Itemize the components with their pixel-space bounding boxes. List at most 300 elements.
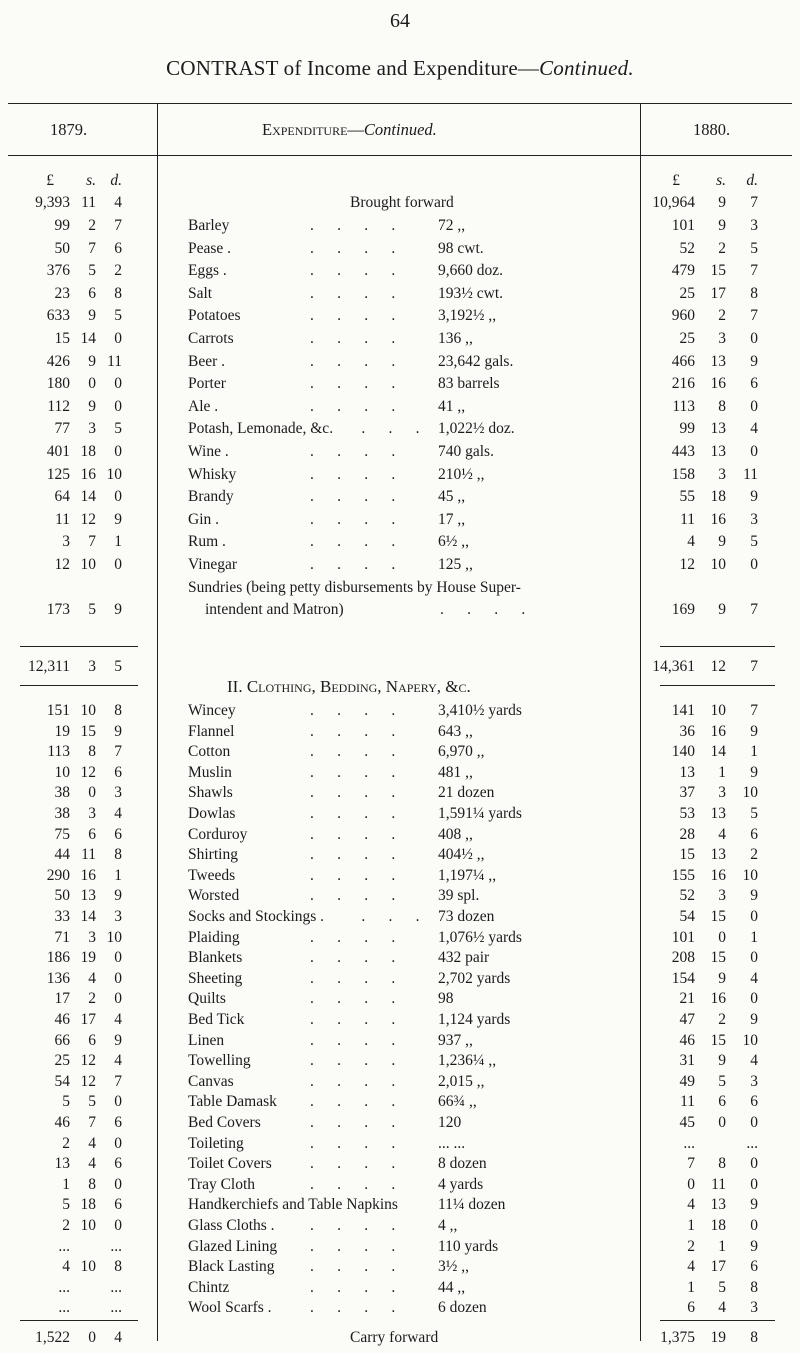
brought-forward-label: Brought forward (350, 194, 454, 211)
amount-pounds-1879: 125 (46, 465, 70, 483)
amount-shillings-1879: 14 (80, 330, 96, 347)
item-name: Whisky (188, 465, 237, 483)
leader-dots: . . . . (310, 1052, 396, 1070)
item-quantity: 3,192½ ,, (438, 307, 497, 325)
amount-pence-1880: 5 (750, 533, 758, 551)
item-name: Toileting (188, 1134, 244, 1152)
section-heading-row (0, 676, 800, 698)
amount-pounds-1879: 46 (54, 1114, 70, 1131)
amount-pence-1880: 11 (743, 465, 758, 483)
item-quantity: 4 yards (438, 1175, 484, 1193)
item-quantity: 6,970 ,, (438, 743, 485, 761)
amount-pounds-1879: 44 (54, 846, 70, 864)
amount-pence-1880: 7 (750, 194, 758, 211)
amount-pounds-1879: 2 (62, 1134, 70, 1152)
table-row (0, 554, 800, 576)
item-name: Socks and Stockings . (188, 908, 325, 925)
amount-pounds-1879: 376 (46, 262, 70, 280)
item-quantity: 1,022½ doz. (438, 420, 515, 438)
amount-pence-1880: 0 (750, 1175, 758, 1193)
amount-pounds-1879: ... (58, 1278, 70, 1296)
amount-pounds-1880: 155 (671, 866, 695, 884)
item-name: Toilet Covers (188, 1155, 272, 1173)
amount-pence-1880: 9 (750, 722, 758, 740)
amount-pounds-1880: 4 (687, 1196, 695, 1214)
table-row (0, 509, 800, 531)
total-shillings-1879: 3 (88, 658, 96, 675)
amount-shillings-1880: 3 (718, 330, 726, 347)
amount-pence-1879: 6 (114, 1114, 122, 1131)
leader-dots: . . . . (310, 307, 396, 325)
leader-dots: . . . . (310, 990, 396, 1008)
item-name: Corduroy (188, 825, 248, 843)
amount-pounds-1879: 180 (46, 375, 70, 393)
amount-pounds-1880: 1 (687, 1217, 695, 1234)
amount-shillings-1879: 12 (80, 510, 96, 528)
amount-shillings-1880: 15 (710, 1031, 726, 1049)
item-name: Muslin (188, 763, 232, 781)
leader-dots: . . . . (310, 262, 396, 280)
amount-pounds-1880: 960 (671, 307, 695, 325)
item-quantity: 193½ cwt. (438, 284, 504, 302)
item-quantity: 21 dozen (438, 784, 495, 802)
item-quantity: 1,197¼ ,, (438, 866, 497, 884)
total-shillings-1880: 12 (710, 658, 726, 675)
amount-pounds-1879: 12 (54, 556, 70, 573)
amount-pounds-1879: 136 (46, 969, 70, 987)
table-row (0, 1194, 800, 1216)
amount-pence-1880: 1 (750, 928, 758, 946)
table-row (0, 885, 800, 907)
amount-pounds-1879: 38 (54, 805, 70, 822)
leader-dots: . . . . (310, 556, 396, 573)
amount-shillings-1880: 3 (718, 465, 726, 483)
amount-pence-1879: ... (110, 1299, 122, 1317)
amount-pence-1879: 0 (114, 990, 122, 1008)
amount-pence-1879: 6 (114, 1155, 122, 1173)
unit-shilling-left: s. (86, 172, 96, 189)
amount-pounds-1880: 46 (679, 1031, 695, 1049)
amount-pence-1879: 3 (114, 908, 122, 925)
amount-pence-1879: 9 (114, 887, 122, 905)
amount-shillings-1880: 2 (718, 1011, 726, 1028)
item-name: Shawls (188, 784, 233, 802)
item-name: Tray Cloth (188, 1175, 256, 1193)
amount-pence-1879: 6 (114, 825, 122, 843)
item-quantity: 66¾ ,, (438, 1093, 477, 1111)
amount-pence-1879: 0 (114, 1093, 122, 1111)
amount-pounds-1880: 101 (671, 928, 695, 946)
amount-shillings-1879: 4 (88, 1134, 96, 1152)
table-row (0, 1112, 800, 1134)
table-row (0, 418, 800, 440)
amount-shillings-1880: 5 (718, 1072, 726, 1090)
item-quantity: 643 ,, (438, 722, 473, 740)
amount-shillings-1879: 5 (88, 601, 96, 618)
table-row (0, 1256, 800, 1278)
amount-shillings-1879: 9 (88, 352, 96, 370)
amount-pence-1879: 3 (114, 784, 122, 802)
amount-pounds-1879: 5 (62, 1093, 70, 1111)
amount-pounds-1879: 33 (54, 908, 70, 925)
amount-pence-1879: ... (110, 1278, 122, 1296)
amount-pounds-1879: 50 (54, 887, 70, 905)
amount-pence-1879: 0 (114, 330, 122, 347)
table-row (0, 824, 800, 846)
amount-pounds-1880: 208 (671, 949, 695, 967)
item-quantity: 8 dozen (438, 1155, 487, 1173)
amount-shillings-1880: 13 (710, 805, 726, 822)
amount-pounds-1880: 141 (671, 702, 695, 719)
amount-pounds-1880: 55 (679, 488, 695, 506)
carry-pounds-1879: 1,522 (35, 1329, 70, 1346)
amount-pounds-1880: 4 (687, 533, 695, 551)
section-2-heading: II. Clothing, Bedding, Napery, &c. (227, 677, 471, 696)
leader-dots: . . . . (310, 510, 396, 528)
leader-dots: . . . . (310, 866, 396, 884)
amount-shillings-1879: 17 (80, 1011, 96, 1028)
amount-pence-1879: 10 (106, 928, 122, 946)
item-name: Rum . (188, 533, 226, 551)
sundries-line-2: intendent and Matron) (205, 601, 344, 618)
amount-pounds-1880: 15 (679, 846, 695, 864)
right-total-top-rule (660, 646, 775, 647)
amount-shillings-1879: 12 (80, 1052, 96, 1070)
amount-pence-1880: 9 (750, 763, 758, 781)
amount-pounds-1879: 426 (46, 352, 70, 370)
item-quantity: 45 ,, (438, 488, 466, 506)
amount-pounds-1880: 0 (687, 1175, 695, 1193)
amount-shillings-1880: 4 (718, 825, 726, 843)
item-quantity: ... ... (438, 1134, 466, 1152)
amount-pounds-1879: 54 (54, 1072, 70, 1090)
total-pounds-1879: 12,311 (27, 658, 70, 675)
leader-dots: . . . . (310, 443, 396, 460)
leader-dots: . . . . (310, 1093, 396, 1111)
amount-pounds-1880: 54 (679, 908, 695, 925)
amount-pence-1880: 0 (750, 908, 758, 925)
item-name: Beer . (188, 352, 226, 370)
table-row (0, 283, 800, 305)
item-quantity: 41 ,, (438, 397, 466, 415)
page-number: 64 (390, 10, 410, 32)
item-quantity: 17 ,, (438, 510, 466, 528)
item-name: Ale . (188, 397, 219, 415)
amount-pounds-1880: 154 (671, 969, 695, 987)
item-name: Potatoes (188, 307, 241, 325)
amount-pounds-1879: 113 (47, 743, 70, 761)
amount-pence-1880: 0 (750, 990, 758, 1008)
amount-shillings-1880: 9 (718, 601, 726, 618)
unit-pence-left: d. (110, 172, 122, 189)
header-expenditure: Expenditure—Continued. (262, 120, 437, 139)
amount-pounds-1880: 11 (680, 510, 695, 528)
item-name: Linen (188, 1031, 225, 1049)
item-quantity: 210½ ,, (438, 465, 485, 483)
header-1880: 1880. (693, 120, 731, 139)
table-row (0, 305, 800, 327)
amount-shillings-1879: 8 (88, 1175, 96, 1193)
table-row (0, 1153, 800, 1175)
item-name: Shirting (188, 846, 238, 864)
amount-shillings-1880: 15 (710, 262, 726, 280)
amount-pounds-1879: 401 (46, 443, 70, 460)
leader-dots: . . . . (310, 239, 396, 257)
amount-shillings-1880: 16 (710, 722, 726, 740)
table-row (0, 782, 800, 804)
table-row (0, 396, 800, 418)
leader-dots: . . . . (310, 1217, 396, 1234)
item-quantity: 2,702 yards (438, 969, 511, 987)
item-name: Vinegar (188, 556, 237, 573)
total-pence-1879: 5 (114, 658, 122, 675)
amount-pence-1880: 8 (750, 1278, 758, 1296)
amount-pence-1879: 5 (114, 307, 122, 325)
amount-shillings-1879: 15 (80, 722, 96, 740)
item-quantity: 72 ,, (438, 217, 466, 234)
total-pence-1880: 7 (750, 658, 758, 675)
sundries-row-2 (0, 599, 800, 621)
amount-pence-1880: 9 (750, 1237, 758, 1255)
leader-dots: . . . . (310, 743, 396, 761)
amount-pounds-1879: 77 (54, 420, 70, 438)
amount-pence-1879: 0 (114, 375, 122, 393)
item-name: Canvas (188, 1072, 234, 1090)
amount-shillings-1879: 10 (80, 702, 96, 719)
amount-pounds-1879: 64 (54, 488, 70, 506)
amount-shillings-1880: 13 (710, 352, 726, 370)
item-quantity: 73 dozen (438, 908, 495, 925)
amount-pence-1880: 3 (750, 510, 758, 528)
leader-dots: . . . . (310, 397, 396, 415)
amount-shillings-1879: 10 (80, 1258, 96, 1276)
table-row (0, 328, 800, 350)
leader-dots: . . . . (310, 784, 396, 802)
amount-pounds-1880: 216 (671, 375, 695, 393)
units-row (0, 170, 800, 192)
amount-pounds-1880: 4 (687, 1258, 695, 1276)
amount-pounds-1879: 9,393 (35, 194, 70, 211)
amount-shillings-1880: 13 (710, 420, 726, 438)
table-row (0, 803, 800, 825)
leader-dots: . . . . (310, 702, 396, 719)
amount-pence-1879: ... (110, 1237, 122, 1255)
table-row (0, 486, 800, 508)
amount-pence-1879: 8 (114, 284, 122, 302)
table-row (0, 1071, 800, 1093)
amount-shillings-1879: 0 (88, 375, 96, 393)
table-row (0, 531, 800, 553)
table-row (0, 741, 800, 763)
amount-pounds-1880: 28 (679, 825, 695, 843)
amount-shillings-1879: 3 (88, 805, 96, 822)
amount-pounds-1879: 4 (62, 1258, 70, 1276)
item-name: Worsted (188, 887, 240, 905)
amount-pounds-1880: 36 (679, 722, 695, 740)
item-name: Wincey (188, 702, 236, 719)
item-name: Sheeting (188, 969, 243, 987)
leader-dots: . . . . (310, 1258, 396, 1276)
title-continued: Continued. (539, 56, 634, 80)
carry-forward-label: Carry forward (350, 1329, 439, 1346)
amount-shillings-1879: 14 (80, 488, 96, 506)
amount-pence-1880: 0 (750, 330, 758, 347)
amount-shillings-1880: 0 (718, 928, 726, 946)
amount-pence-1879: 10 (106, 465, 122, 483)
item-quantity: 120 (438, 1114, 462, 1131)
item-quantity: 110 yards (438, 1237, 499, 1255)
table-row (0, 464, 800, 486)
amount-shillings-1880: 0 (718, 1114, 726, 1131)
amount-pounds-1880: 1 (687, 1278, 695, 1296)
amount-pounds-1880: 169 (671, 601, 695, 618)
amount-pence-1879: 0 (114, 397, 122, 415)
item-name: Quilts (188, 990, 226, 1008)
item-name: Chintz (188, 1278, 230, 1296)
amount-shillings-1880: 16 (710, 990, 726, 1008)
amount-pounds-1879: 66 (54, 1031, 70, 1049)
amount-pence-1880: 9 (750, 1196, 758, 1214)
table-row (0, 1297, 800, 1319)
brought-forward-row (0, 192, 800, 214)
item-quantity: 1,236¼ ,, (438, 1052, 497, 1070)
amount-pence-1880: 4 (750, 1052, 758, 1070)
table-row (0, 373, 800, 395)
amount-pence-1879: 5 (114, 420, 122, 438)
amount-shillings-1880: 3 (718, 887, 726, 905)
amount-shillings-1880: 17 (710, 1258, 726, 1276)
table-row (0, 1030, 800, 1052)
amount-pence-1880: 7 (750, 262, 758, 280)
amount-shillings-1879: 18 (80, 443, 96, 460)
table-row (0, 1236, 800, 1258)
item-quantity: 481 ,, (438, 763, 473, 781)
amount-pounds-1879: 186 (46, 949, 70, 967)
leader-dots: . . . . (310, 217, 396, 234)
amount-pence-1880: 4 (750, 420, 758, 438)
item-quantity: 136 ,, (438, 330, 473, 347)
amount-pence-1880: 0 (750, 397, 758, 415)
amount-shillings-1879: 12 (80, 1072, 96, 1090)
amount-pence-1880: 1 (750, 743, 758, 761)
item-name: Barley (188, 217, 230, 234)
amount-shillings-1879: 14 (80, 908, 96, 925)
amount-shillings-1879: 10 (80, 1217, 96, 1234)
amount-pence-1880: 9 (750, 1011, 758, 1028)
header-expenditure-label: Expenditure (262, 120, 348, 139)
amount-shillings-1879: 9 (88, 397, 96, 415)
header-rule (8, 155, 792, 156)
amount-shillings-1880: 8 (718, 397, 726, 415)
amount-pence-1880: 10 (742, 784, 758, 802)
item-quantity: 1,591¼ yards (438, 805, 522, 822)
amount-shillings-1879: 5 (88, 1093, 96, 1111)
table-row (0, 351, 800, 373)
item-name: Porter (188, 375, 226, 393)
amount-pounds-1880: 6 (687, 1299, 695, 1317)
leader-dots: . . . . (310, 1299, 396, 1317)
table-row (0, 1009, 800, 1031)
item-name: Dowlas (188, 805, 236, 822)
amount-pounds-1880: ... (683, 1134, 695, 1152)
leader-dots: . . . . (310, 284, 396, 302)
amount-shillings-1879: 3 (88, 420, 96, 438)
item-quantity: 44 ,, (438, 1278, 466, 1296)
item-name: Wine . (188, 443, 229, 460)
amount-pounds-1879: 19 (54, 722, 70, 740)
leader-dots: . . . . (310, 969, 396, 987)
amount-pence-1880: 9 (750, 488, 758, 506)
amount-pence-1879: 9 (114, 601, 122, 618)
amount-pounds-1880: 25 (679, 330, 695, 347)
sundries-line-1: Sundries (being petty disbursements by House Super- (188, 579, 521, 596)
table-row (0, 238, 800, 260)
amount-pounds-1880: 21 (679, 990, 695, 1008)
amount-pence-1880: 9 (750, 887, 758, 905)
table-row (0, 1133, 800, 1155)
leader-dots: . . . . (440, 601, 526, 618)
amount-pounds-1879: 3 (62, 533, 70, 551)
amount-pence-1880: 0 (750, 1155, 758, 1173)
amount-pence-1879: 4 (114, 194, 122, 211)
amount-pounds-1879: ... (58, 1299, 70, 1317)
amount-pence-1879: 8 (114, 702, 122, 719)
amount-pence-1880: 6 (750, 1093, 758, 1111)
leader-dots: . . . . (310, 1134, 396, 1152)
amount-pence-1879: 1 (114, 533, 122, 551)
amount-pounds-1879: 99 (54, 217, 70, 234)
amount-shillings-1879: 10 (80, 556, 96, 573)
amount-pence-1880: ... (746, 1134, 758, 1152)
amount-shillings-1880: 18 (710, 488, 726, 506)
unit-pound-right: £ (672, 172, 680, 189)
leader-dots: . . . . (310, 949, 396, 967)
table-row (0, 700, 800, 722)
amount-pence-1880: 10 (742, 866, 758, 884)
leader-dots: . . . . (310, 533, 396, 551)
item-quantity: 740 gals. (438, 443, 494, 460)
amount-pence-1880: 3 (750, 217, 758, 234)
amount-pence-1879: 8 (114, 1258, 122, 1276)
amount-pence-1879: 4 (114, 1011, 122, 1028)
amount-shillings-1879: 6 (88, 825, 96, 843)
amount-pounds-1879: 151 (46, 702, 70, 719)
table-row (0, 762, 800, 784)
amount-pounds-1879: 112 (47, 397, 70, 415)
title-main: CONTRAST of Income and Expenditure (166, 56, 518, 80)
table-row (0, 215, 800, 237)
amount-shillings-1880: 9 (718, 217, 726, 234)
table-row (0, 1174, 800, 1196)
amount-pounds-1879: ... (58, 1237, 70, 1255)
item-quantity: 83 barrels (438, 375, 500, 393)
amount-shillings-1880: 15 (710, 908, 726, 925)
amount-shillings-1880: 13 (710, 1196, 726, 1214)
amount-pounds-1880: 7 (687, 1155, 695, 1173)
amount-pounds-1880: 49 (679, 1072, 695, 1090)
amount-pence-1880: 4 (750, 969, 758, 987)
item-name: Plaiding (188, 928, 240, 946)
amount-pounds-1880: 158 (671, 465, 695, 483)
item-name: Eggs . (188, 262, 227, 280)
amount-shillings-1880: 3 (718, 784, 726, 802)
amount-pounds-1879: 2 (62, 1217, 70, 1234)
item-quantity: 3,410½ yards (438, 702, 522, 719)
table-row (0, 968, 800, 990)
amount-pounds-1880: 53 (679, 805, 695, 822)
item-name: Cotton (188, 743, 231, 761)
amount-pence-1879: 6 (114, 763, 122, 781)
